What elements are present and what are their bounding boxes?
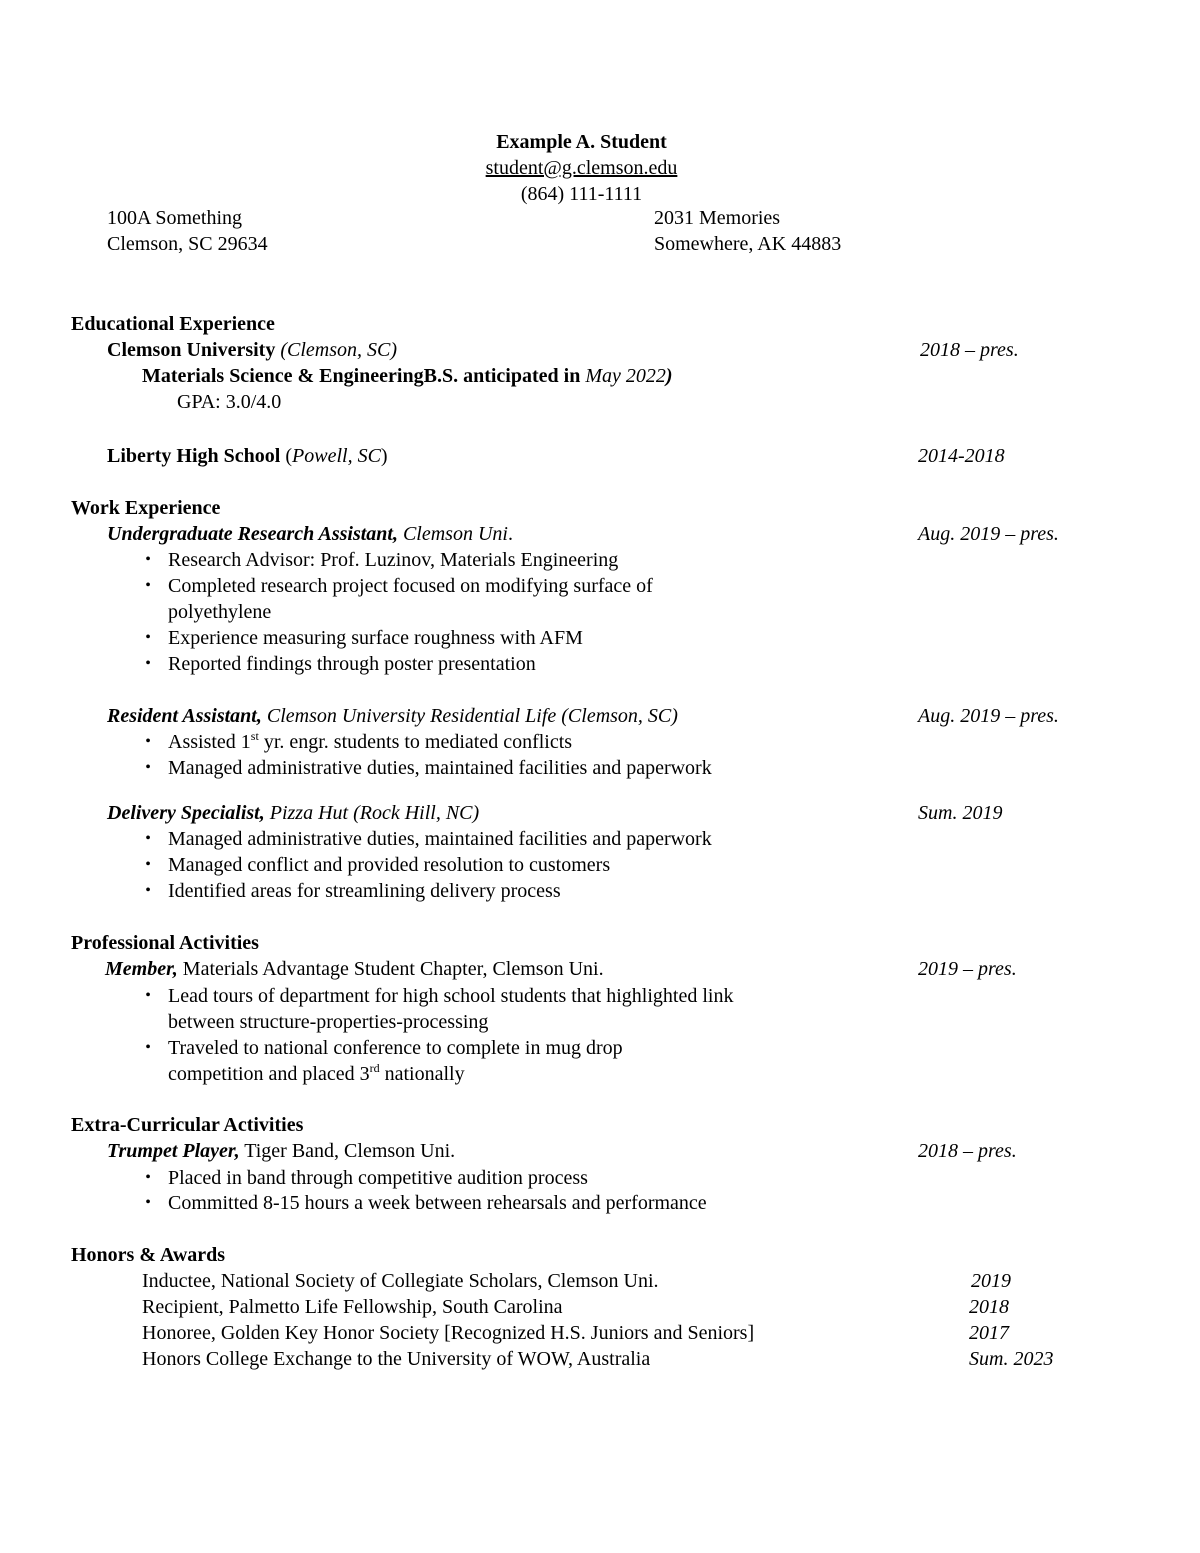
ura-entry bbox=[107, 521, 513, 547]
clemson-school: Clemson University bbox=[107, 339, 276, 361]
bullet-icon: • bbox=[145, 655, 151, 672]
bullet-icon: • bbox=[145, 733, 151, 750]
honors-heading: Honors & Awards bbox=[71, 1244, 226, 1266]
extracurricular-heading: Extra-Curricular Activities bbox=[71, 1114, 304, 1136]
honor-item-year: 2017 bbox=[969, 1322, 1009, 1344]
bullet-text: polyethylene bbox=[168, 601, 272, 623]
bullet-text: Assisted 1st yr. engr. students to mediated conflicts bbox=[168, 729, 573, 753]
bullet-icon: • bbox=[145, 551, 151, 568]
bullet-icon: • bbox=[145, 1194, 151, 1211]
bullet-text: Reported findings through poster presentation bbox=[168, 653, 536, 675]
email-link[interactable]: student@g.clemson.edu bbox=[485, 157, 678, 179]
liberty-dates: 2014-2018 bbox=[918, 445, 1005, 467]
ura-org: Clemson Uni bbox=[402, 523, 508, 545]
bullet-text: between structure-properties-processing bbox=[168, 1011, 489, 1033]
name-heading: Example A. Student bbox=[496, 131, 667, 153]
honor-item-year: 2018 bbox=[969, 1296, 1009, 1318]
trumpet-dates: 2018 – pres. bbox=[918, 1140, 1017, 1162]
honor-item-text: Honoree, Golden Key Honor Society [Recognized H.S. Juniors and Seniors] bbox=[142, 1322, 755, 1344]
ra-title: Resident Assistant, bbox=[107, 705, 262, 727]
delivery-org: Pizza Hut (Rock Hill, NC) bbox=[269, 802, 480, 824]
liberty-close: ) bbox=[380, 445, 388, 467]
member-entry bbox=[105, 956, 604, 982]
bullet-icon: • bbox=[145, 830, 151, 847]
address-left-line1: 100A Something bbox=[107, 207, 243, 229]
degree-close: ) bbox=[665, 365, 673, 387]
member-dates: 2019 – pres. bbox=[918, 958, 1017, 980]
bullet-icon: • bbox=[145, 882, 151, 899]
ura-dot: . bbox=[507, 523, 513, 545]
liberty-school: Liberty High School bbox=[107, 445, 281, 467]
member-org: Materials Advantage Student Chapter, Clemson Uni. bbox=[182, 958, 604, 980]
liberty-open: ( bbox=[285, 445, 293, 467]
bullet-icon: • bbox=[145, 1169, 151, 1186]
bullet-text: Traveled to national conference to complete in mug drop bbox=[168, 1037, 623, 1059]
honor-item-text: Inductee, National Society of Collegiate Scholars, Clemson Uni. bbox=[142, 1270, 659, 1292]
bullet-text: competition and placed 3rd nationally bbox=[168, 1061, 465, 1085]
bullet-icon: • bbox=[145, 629, 151, 646]
ura-title: Undergraduate Research Assistant, bbox=[107, 523, 398, 545]
member-title: Member, bbox=[105, 958, 178, 980]
address-right-line1: 2031 Memories bbox=[654, 207, 781, 229]
bullet-text: Managed administrative duties, maintained facilities and paperwork bbox=[168, 757, 712, 779]
ura-dates: Aug. 2019 – pres. bbox=[918, 523, 1059, 545]
bullet-text: Committed 8-15 hours a week between rehearsals and performance bbox=[168, 1192, 707, 1214]
degree-date: May 2022 bbox=[585, 365, 666, 387]
honor-item-year: Sum. 2023 bbox=[969, 1348, 1054, 1370]
bullet-icon: • bbox=[145, 987, 151, 1004]
professional-heading: Professional Activities bbox=[71, 932, 259, 954]
honor-item-text: Recipient, Palmetto Life Fellowship, South Carolina bbox=[142, 1296, 563, 1318]
gpa: GPA: 3.0/4.0 bbox=[177, 391, 282, 413]
phone-number: (864) 111-1111 bbox=[520, 183, 643, 205]
bullet-icon: • bbox=[145, 1039, 151, 1056]
bullet-icon: • bbox=[145, 856, 151, 873]
degree-line bbox=[142, 363, 673, 389]
bullet-text: Research Advisor: Prof. Luzinov, Materials Engineering bbox=[168, 549, 619, 571]
trumpet-title: Trumpet Player, bbox=[107, 1140, 240, 1162]
clemson-location: (Clemson, SC) bbox=[280, 339, 397, 361]
bullet-text: Completed research project focused on modifying surface of bbox=[168, 575, 653, 597]
bullet-icon: • bbox=[145, 759, 151, 776]
bullet-text: Experience measuring surface roughness with AFM bbox=[168, 627, 583, 649]
trumpet-entry bbox=[107, 1138, 455, 1164]
bullet-text: Placed in band through competitive audition process bbox=[168, 1167, 588, 1189]
liberty-entry bbox=[107, 443, 388, 469]
work-heading: Work Experience bbox=[71, 497, 221, 519]
delivery-dates: Sum. 2019 bbox=[918, 802, 1003, 824]
delivery-title: Delivery Specialist, bbox=[107, 802, 265, 824]
ra-entry bbox=[107, 703, 678, 729]
clemson-dates: 2018 – pres. bbox=[920, 339, 1019, 361]
education-heading: Educational Experience bbox=[71, 313, 275, 335]
address-left-line2: Clemson, SC 29634 bbox=[107, 233, 268, 255]
clemson-entry bbox=[107, 337, 397, 363]
liberty-location: Powell, SC bbox=[292, 445, 381, 467]
delivery-entry bbox=[107, 800, 479, 826]
honor-item-text: Honors College Exchange to the University of WOW, Australia bbox=[142, 1348, 651, 1370]
bullet-text: Lead tours of department for high school students that highlighted link bbox=[168, 985, 734, 1007]
degree-text: Materials Science & EngineeringB.S. anticipated in bbox=[142, 365, 581, 387]
bullet-icon: • bbox=[145, 577, 151, 594]
bullet-text: Managed conflict and provided resolution to customers bbox=[168, 854, 611, 876]
ra-org: Clemson University Residential Life (Clemson, SC) bbox=[266, 705, 678, 727]
bullet-text: Identified areas for streamlining delivery process bbox=[168, 880, 561, 902]
bullet-text: Managed administrative duties, maintained facilities and paperwork bbox=[168, 828, 712, 850]
address-right-line2: Somewhere, AK 44883 bbox=[654, 233, 842, 255]
trumpet-org: Tiger Band, Clemson Uni. bbox=[244, 1140, 456, 1162]
honor-item-year: 2019 bbox=[971, 1270, 1011, 1292]
ra-dates: Aug. 2019 – pres. bbox=[918, 705, 1059, 727]
